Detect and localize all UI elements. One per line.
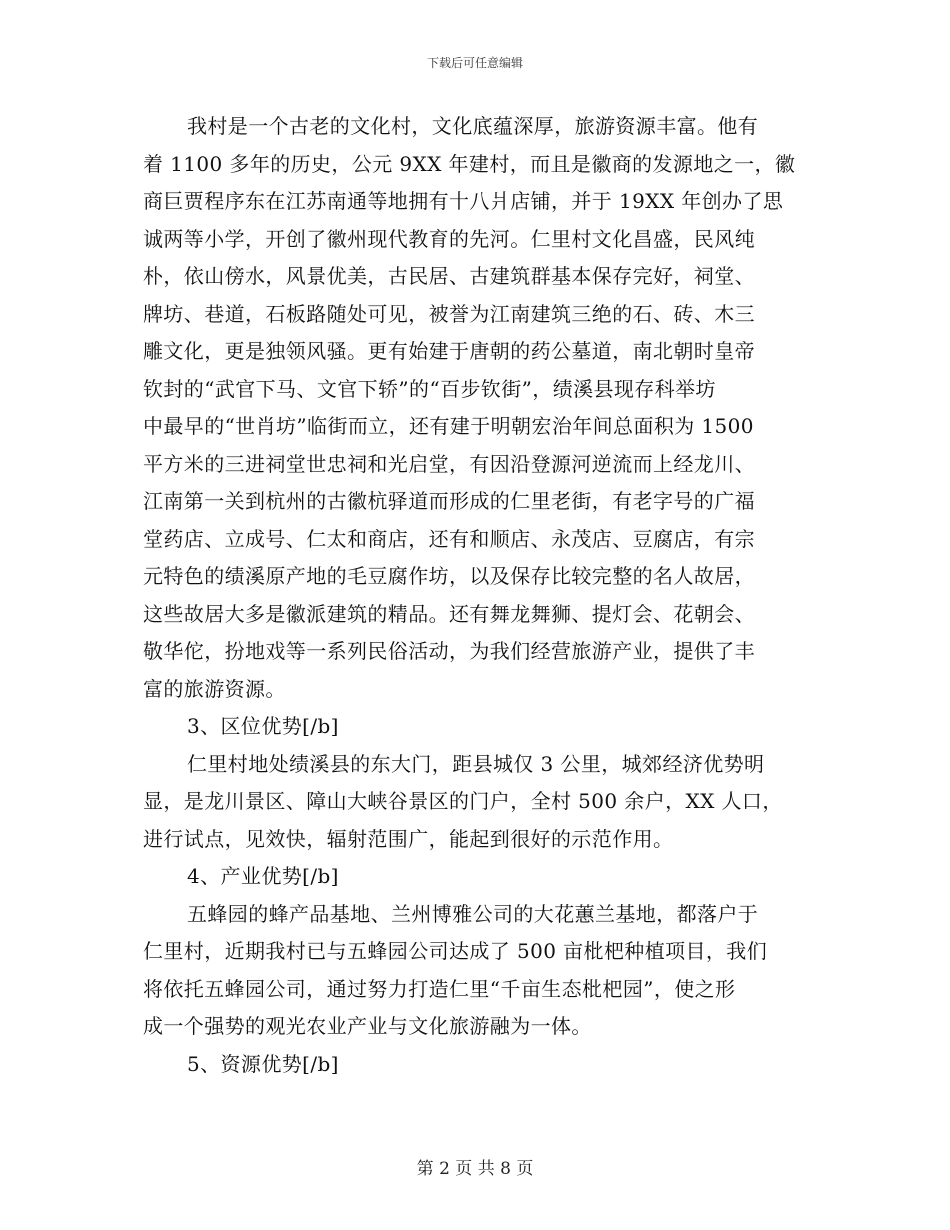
document-body xyxy=(143,108,801,1083)
paragraph-line: 进行试点，见效快，辐射范围广，能起到很好的示范作用。 xyxy=(143,826,674,851)
section-heading: 3、区位优势[/b] xyxy=(187,714,339,738)
paragraph-line: 仁里村，近期我村已与五蜂园公司达成了 500 亩枇杷种植项目，我们 xyxy=(143,939,768,963)
page-header: 下载后可任意编辑 xyxy=(426,56,523,70)
paragraph-line: 朴，依山傍水，风景优美，古民居、古建筑群基本保存完好，祠堂、 xyxy=(143,264,755,288)
paragraph-line: 中最早的“世肖坊”临街而立，还有建于明朝宏治年间总面积为 1500 xyxy=(143,414,754,438)
page-footer: 第 2 页 共 8 页 xyxy=(416,1159,534,1179)
paragraph-line: 这些故居大多是徽派建筑的精品。还有舞龙舞狮、提灯会、花朝会、 xyxy=(143,601,755,626)
paragraph-line: 钦封的“武官下马、文官下轿”的“百步钦街”，绩溪县现存科举坊 xyxy=(143,376,716,401)
paragraph-line: 诚两等小学，开创了徽州现代教育的先河。仁里村文化昌盛，民风纯 xyxy=(143,226,755,251)
paragraph-line: 元特色的绩溪原产地的毛豆腐作坊，以及保存比较完整的名人故居， xyxy=(143,564,755,588)
paragraph-line: 显，是龙川景区、障山大峡谷景区的门户，全村 500 余户，XX 人口， xyxy=(143,789,783,813)
paragraph-line: 五蜂园的蜂产品基地、兰州博雅公司的大花蕙兰基地，都落户于 xyxy=(187,901,759,926)
paragraph-line: 我村是一个古老的文化村，文化底蕴深厚，旅游资源丰富。他有 xyxy=(187,114,759,138)
section-heading: 5、资源优势[/b] xyxy=(187,1051,339,1076)
paragraph-line: 平方米的三进祠堂世忠祠和光启堂，有因沿登源河逆流而上经龙川、 xyxy=(143,451,755,476)
paragraph-line: 着 1100 多年的历史，公元 9XX 年建村，而且是徽商的发源地之一，徽 xyxy=(143,151,796,176)
paragraph-line: 商巨贾程序东在江苏南通等地拥有十八爿店铺，并于 19XX 年创办了思 xyxy=(143,189,784,213)
paragraph-line: 富的旅游资源。 xyxy=(143,676,286,701)
paragraph-line: 雕文化，更是独领风骚。更有始建于唐朝的药公墓道，南北朝时皇帝 xyxy=(143,339,755,363)
section-heading: 4、产业优势[/b] xyxy=(187,864,339,888)
paragraph-line: 将依托五蜂园公司，通过努力打造仁里“千亩生态枇杷园”，使之形 xyxy=(143,976,736,1001)
paragraph-line: 成一个强势的观光农业产业与文化旅游融为一体。 xyxy=(143,1014,592,1038)
paragraph-line: 敬华佗，扮地戏等一系列民俗活动，为我们经营旅游产业，提供了丰 xyxy=(143,639,755,663)
paragraph-line: 牌坊、巷道，石板路随处可见，被誉为江南建筑三绝的石、砖、木三 xyxy=(143,301,755,326)
paragraph-line: 仁里村地处绩溪县的东大门，距县城仅 3 公里，城郊经济优势明 xyxy=(187,751,765,776)
paragraph-line: 堂药店、立成号、仁太和商店，还有和顺店、永茂店、豆腐店，有宗 xyxy=(143,526,755,551)
paragraph-line: 江南第一关到杭州的古徽杭驿道而形成的仁里老街，有老字号的广福 xyxy=(143,489,755,513)
